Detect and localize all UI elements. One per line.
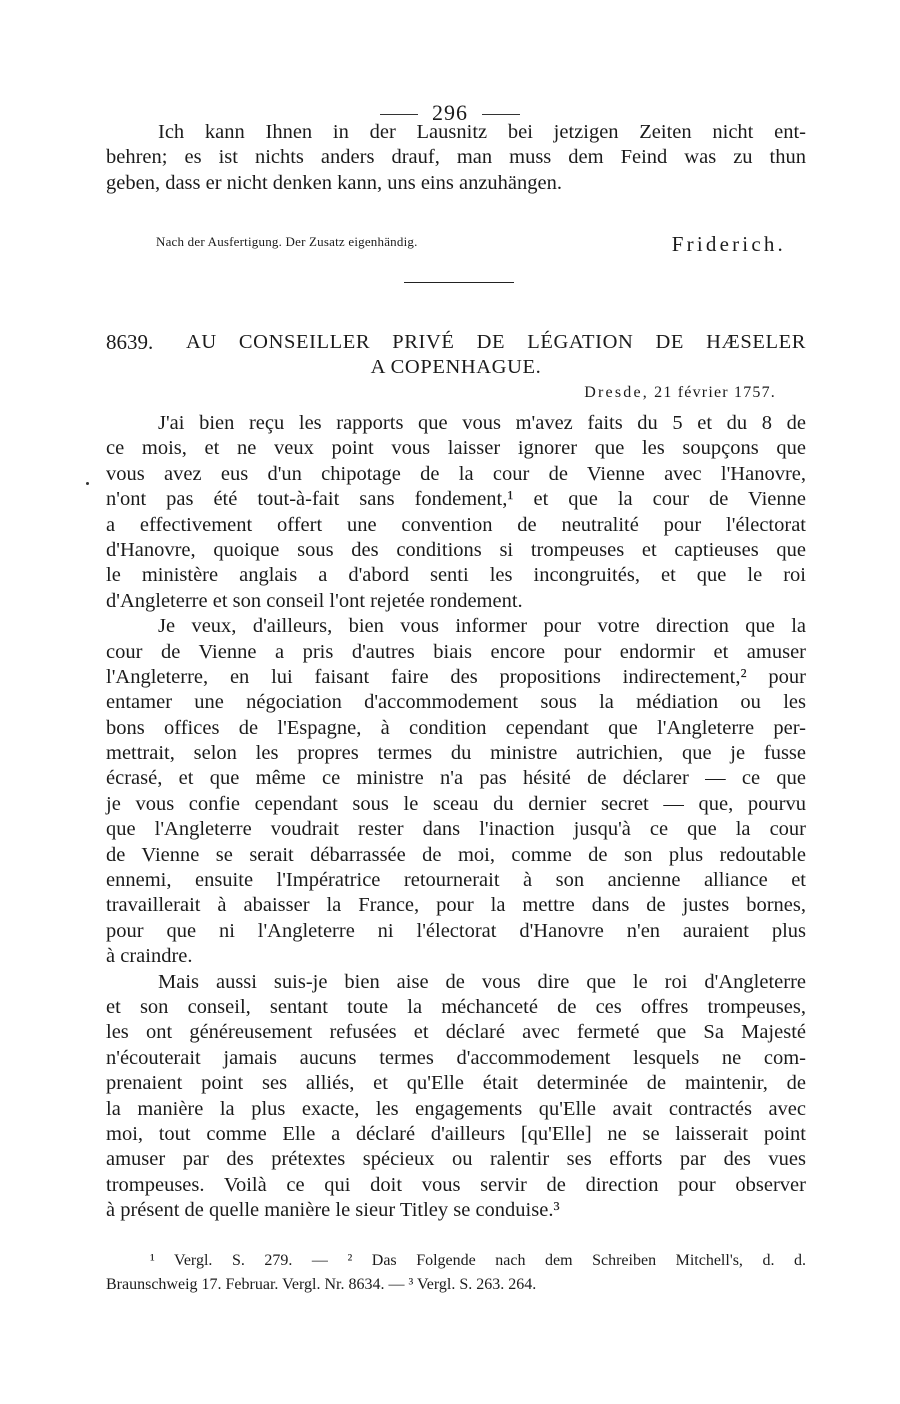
- dateline: [584, 384, 776, 402]
- text-line: entamer une négociation d'accommodement sous la médiation ou les: [106, 691, 806, 714]
- margin-mark: [86, 482, 89, 485]
- signature: Friderich.: [671, 232, 786, 256]
- text-line: à présent de quelle manière le sieur Titley se conduise.³: [106, 1199, 560, 1222]
- text-line: travaillerait à abaisser la France, pour la mettre dans de justes bornes,: [106, 894, 806, 917]
- letter-number: 8639.: [106, 330, 154, 354]
- text-line: ce mois, et ne veux point vous laisser ignorer que les soupçons que: [106, 437, 806, 460]
- date: 21 février 1757.: [654, 384, 776, 401]
- text-line: Je veux, d'ailleurs, bien vous informer pour votre direction que la: [158, 615, 806, 638]
- section-separator: [404, 282, 514, 283]
- letter-title-line-2: A COPENHAGUE.: [370, 356, 542, 378]
- footnotes: [106, 1249, 806, 1297]
- text-line: moi, tout comme Elle a déclaré d'ailleurs [qu'Elle] ne se laisserait point: [106, 1122, 806, 1145]
- text-line: trompeuses. Voilà ce qui doit vous servir de direction pour observer: [106, 1173, 806, 1196]
- text-line: J'ai bien reçu les rapports que vous m'avez faits du 5 et du 8 de: [158, 412, 806, 434]
- letter-body: [106, 411, 806, 1224]
- source-signature-row: [156, 232, 786, 262]
- footnote-line: Braunschweig 17. Februar. Vergl. Nr. 8634. — ³ Vergl. S. 263. 264.: [106, 1276, 537, 1293]
- footnote-line: ¹ Vergl. S. 279. — ² Das Folgende nach dem Schreiben Mitchell's, d. d.: [150, 1252, 806, 1269]
- text-line: geben, dass er nicht denken kann, uns eins anzuhängen.: [106, 171, 562, 194]
- text-line: n'ont pas été tout-à-fait sans fondement,¹ et que la cour de Vienne: [106, 488, 806, 511]
- date-place: Dresde,: [584, 384, 649, 401]
- text-line: pour que ni l'Angleterre ni l'électorat d'Hanovre n'en auraient plus: [106, 919, 806, 942]
- letter-title-line-1: AU CONSEILLER PRIVÉ DE LÉGATION DE HÆSELER: [186, 331, 806, 353]
- text-line: le ministère anglais a d'abord senti les incongruités, et que le roi: [106, 564, 806, 587]
- left-dash: [380, 114, 418, 115]
- right-dash: [482, 114, 520, 115]
- text-line: a effectivement offert une convention de neutralité pour l'électorat: [106, 513, 806, 536]
- text-line: l'Angleterre, en lui faisant faire des propositions indirectement,² pour: [106, 665, 806, 688]
- text-line: et son conseil, sentant toute la méchanceté de ces offres trompeuses,: [106, 995, 806, 1018]
- source-note: Nach der Ausfertigung. Der Zusatz eigenhändig.: [156, 234, 418, 249]
- text-line: d'Hanovre, quoique sous des conditions si trompeuses et captieuses que: [106, 538, 806, 561]
- text-line: Ich kann Ihnen in der Lausnitz bei jetzigen Zeiten nicht ent-: [158, 121, 806, 143]
- text-line: amuser par des prétextes spécieux ou ralentir ses efforts par des vues: [106, 1148, 806, 1171]
- text-line: de Vienne se serait débarrassée de moi, comme de son plus redoutable: [106, 843, 806, 866]
- text-line: bons offices de l'Espagne, à condition cependant que l'Angleterre per-: [106, 716, 806, 739]
- text-line: la manière la plus exacte, les engagements qu'Elle avait contractés avec: [106, 1097, 806, 1120]
- previous-letter-ending: [106, 120, 806, 196]
- text-line: ennemi, ensuite l'Impératrice retournerait à son ancienne alliance et: [106, 869, 806, 892]
- text-line: que l'Angleterre voudrait rester dans l'inaction jusqu'à ce que la cour: [106, 818, 806, 841]
- text-line: les ont généreusement refusées et déclaré avec fermeté que Sa Majesté: [106, 1021, 806, 1044]
- text-line: à craindre.: [106, 945, 193, 968]
- text-line: n'écouterait jamais aucuns termes d'accommodement lesquels ne com-: [106, 1046, 806, 1069]
- text-line: écrasé, et que même ce ministre n'a pas hésité de déclarer — ce que: [106, 767, 806, 790]
- text-line: behren; es ist nichts anders drauf, man muss dem Feind was zu thun: [106, 146, 806, 169]
- page-number: 296: [432, 100, 468, 125]
- text-line: je vous confie cependant sous le sceau du dernier secret — que, pourvu: [106, 792, 806, 815]
- text-line: d'Angleterre et son conseil l'ont rejetée rondement.: [106, 589, 523, 612]
- text-line: mettrait, selon les propres termes du ministre autrichien, que je fusse: [106, 742, 806, 765]
- text-line: cour de Vienne a pris d'autres biais encore pour endormir et amuser: [106, 640, 806, 663]
- text-line: prenaient point ses alliés, et qu'Elle était determinée de maintenir, de: [106, 1072, 806, 1095]
- text-line: Mais aussi suis-je bien aise de vous dire que le roi d'Angleterre: [158, 970, 806, 993]
- text-line: vous avez eus d'un chipotage de la cour de Vienne avec l'Hanovre,: [106, 462, 806, 485]
